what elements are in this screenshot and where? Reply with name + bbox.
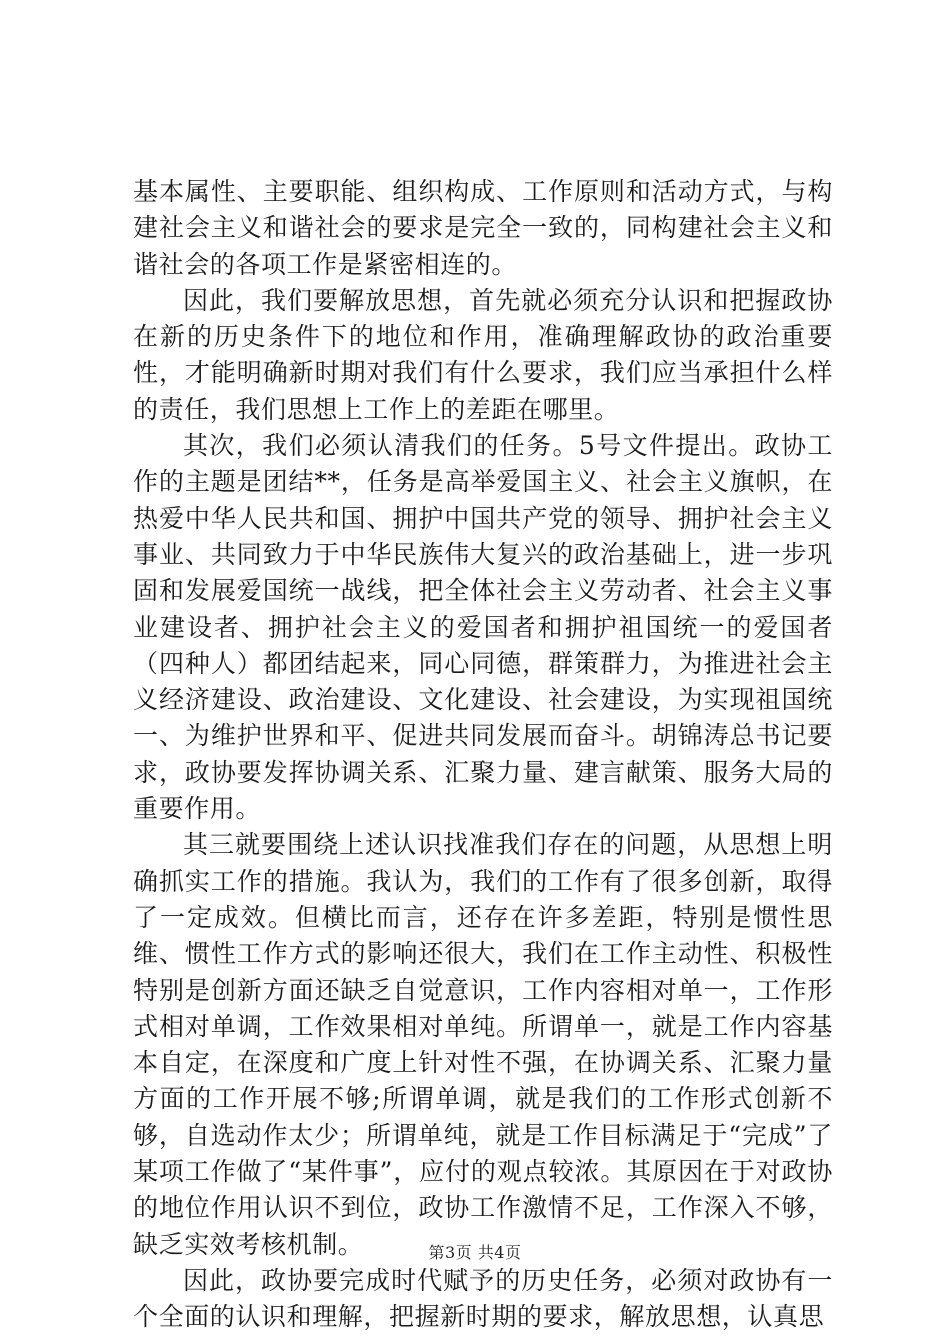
- paragraph-1: 基本属性、主要职能、组织构成、工作原则和活动方式，与构建社会主义和谐社会的要求是完全一致的，同构建社会主义和谐社会的各项工作是紧密相连的。: [133, 177, 833, 279]
- paragraph-5: 因此，政协要完成时代赋予的历史任务，必须对政协有一个全面的认识和理解，把握新时期的要求，解放思想，认真思: [133, 1265, 833, 1332]
- document-body: [133, 174, 833, 1336]
- paragraph-3: 其次，我们必须认清我们的任务。5号文件提出。政协工作的主题是团结**，任务是高举爱国主义、社会主义旗帜，在热爱中华人民共和国、拥护中国共产党的领导、拥护社会主义事业、共同致力于中华民族伟大复兴的政治基础上，进一步巩固和发展爱国统一战线，把全体社会主义劳动者、社会主义事业建设者、拥护社会主义的爱国者和拥护祖国统一的爱国者（四种人）都团结起来，同心同德，群策群力，为推进社会主义经济建设、政治建设、文化建设、社会建设，为实现祖国统一、为维护世界和平、促进共同发展而奋斗。胡锦涛总书记要求，政协要发挥协调关系、汇聚力量、建言献策、服务大局的重要作用。: [133, 431, 833, 824]
- paragraph-4: 其三就要围绕上述认识找准我们存在的问题，从思想上明确抓实工作的措施。我认为，我们的工作有了很多创新，取得了一定成效。但横比而言，还存在许多差距，特别是惯性思维、惯性工作方式的影响还很大，我们在工作主动性、积极性特别是创新方面还缺乏自觉意识，工作内容相对单一，工作形式相对单调，工作效果相对单纯。所谓单一，就是工作内容基本自定，在深度和广度上针对性不强，在协调关系、汇聚力量方面的工作开展不够;所谓单调，就是我们的工作形式创新不够，自选动作太少；所谓单纯，就是工作目标满足于“完成”了某项工作做了“某件事”，应付的观点较浓。其原因在于对政协的地位作用认识不到位，政协工作激情不足，工作深入不够，缺乏实效考核机制。: [133, 830, 833, 1259]
- page-number-footer: 第3页 共4页: [428, 1243, 522, 1262]
- paragraph-2: 因此，我们要解放思想，首先就必须充分认识和把握政协在新的历史条件下的地位和作用，准确理解政协的政治重要性，才能明确新时期对我们有什么要求，我们应当承担什么样的责任，我们思想上工作上的差距在哪里。: [133, 285, 833, 424]
